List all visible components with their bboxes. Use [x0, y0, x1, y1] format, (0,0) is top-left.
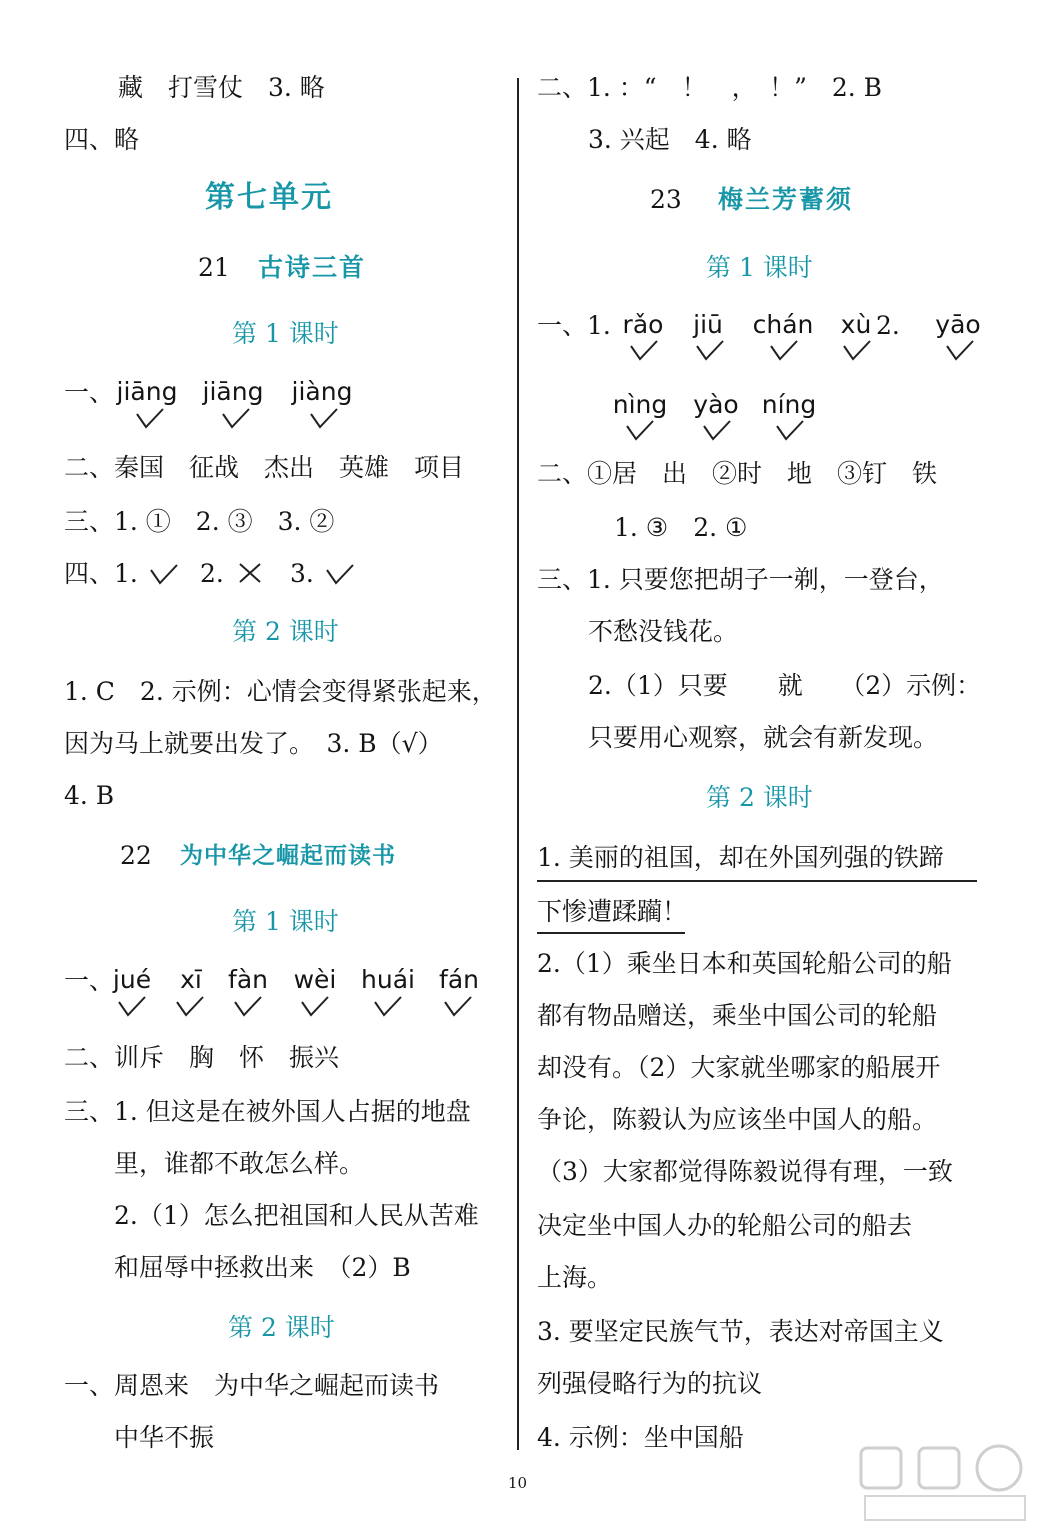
- pinyin: yào: [693, 390, 739, 419]
- answer-line: 上海。: [537, 1263, 613, 1292]
- pinyin: nìng: [612, 390, 668, 419]
- lesson-number: 21: [198, 253, 230, 282]
- section-heading: 第 2 课时: [706, 783, 813, 812]
- check-mark-icon: [136, 408, 164, 430]
- answer-line: 争论，陈毅认为应该坐中国人的船。: [537, 1105, 938, 1134]
- check-mark-icon: [770, 340, 798, 362]
- question-prefix: 一、: [64, 378, 115, 407]
- pinyin: wèi: [293, 965, 337, 994]
- check-mark-icon: [234, 996, 262, 1018]
- pinyin: huái: [361, 965, 415, 994]
- check-mark-icon: [696, 340, 724, 362]
- check-mark-icon: [176, 996, 204, 1018]
- answer-line: 四、1.: [64, 559, 138, 588]
- pinyin: chán: [752, 310, 814, 339]
- underline: [537, 932, 685, 934]
- lesson-number: 22: [120, 841, 152, 870]
- section-heading: 第 1 课时: [232, 319, 339, 348]
- check-mark-icon: [444, 996, 472, 1018]
- check-mark-icon: [626, 420, 654, 442]
- pinyin: jiàng: [291, 377, 353, 406]
- answer-line: 4. 示例：坐中国船: [537, 1423, 744, 1452]
- pinyin: rǎo: [622, 310, 664, 339]
- answer-line: 三、1. ① 2. ③ 3. ②: [64, 507, 335, 536]
- answer-line: 和屈辱中拯救出来 （2）B: [114, 1253, 411, 1282]
- answer-line: 四、略: [64, 125, 140, 154]
- answer-line: 列强侵略行为的抗议: [537, 1369, 763, 1398]
- pinyin: jiū: [693, 310, 723, 339]
- lesson-number: 23: [650, 185, 682, 214]
- answer-line: （3）大家都觉得陈毅说得有理，一致: [537, 1157, 953, 1186]
- section-heading: 第 1 课时: [706, 253, 813, 282]
- lesson-title: 梅兰芳蓄须: [718, 185, 854, 214]
- pinyin: xù: [840, 310, 872, 339]
- answer-line: 1. ③ 2. ①: [614, 513, 748, 542]
- answer-line: 却没有。（2）大家就坐哪家的船展开: [537, 1053, 941, 1082]
- answer-line: 二、①居 出 ②时 地 ③钉 铁: [537, 459, 938, 488]
- pinyin: xī: [180, 965, 202, 994]
- answer-line: 3.: [290, 559, 314, 588]
- answer-line: 1. 美丽的祖国，却在外国列强的铁蹄: [537, 843, 944, 872]
- page-number: 10: [508, 1474, 528, 1492]
- question-prefix: 2.: [876, 311, 900, 340]
- answer-line: 2.（1）只要 就 （2）示例：: [588, 671, 982, 700]
- answer-line: 一、周恩来 为中华之崛起而读书: [64, 1371, 440, 1400]
- answer-line: 3. 要坚定民族气节，表达对帝国主义: [537, 1317, 944, 1346]
- answer-line: 因为马上就要出发了。 3. B（√）: [64, 729, 443, 758]
- answer-line: 都有物品赠送，乘坐中国公司的轮船: [537, 1001, 938, 1030]
- pinyin: jiāng: [202, 377, 264, 406]
- answer-line: 里，谁都不敢怎么样。: [114, 1149, 365, 1178]
- answer-line: 藏 打雪仗 3. 略: [118, 73, 325, 102]
- check-mark-icon: [326, 564, 354, 586]
- answer-line: 三、1. 只要您把胡子一剃，一登台，: [537, 565, 944, 594]
- pinyin: jiāng: [116, 377, 178, 406]
- check-mark-icon: [843, 340, 871, 362]
- unit-title: 第七单元: [205, 180, 333, 215]
- section-heading: 第 1 课时: [232, 907, 339, 936]
- answer-line: 2.: [200, 559, 224, 588]
- lesson-title: 古诗三首: [258, 253, 367, 282]
- column-divider: [517, 78, 519, 1450]
- answer-line: 2.（1）怎么把祖国和人民从苦难: [114, 1201, 479, 1230]
- answer-line: 不愁没钱花。: [588, 617, 739, 646]
- section-heading: 第 2 课时: [228, 1313, 335, 1342]
- cross-mark-icon: [238, 562, 262, 584]
- answer-line: 三、1. 但这是在被外国人占据的地盘: [64, 1097, 471, 1126]
- answer-line: 下惨遭蹂躏！: [537, 897, 688, 926]
- check-mark-icon: [374, 996, 402, 1018]
- answer-line: 二、秦国 征战 杰出 英雄 项目: [64, 453, 465, 482]
- answer-line: 中华不振: [114, 1423, 215, 1452]
- check-mark-icon: [946, 340, 974, 362]
- answer-line: 4. B: [64, 781, 115, 810]
- check-mark-icon: [776, 420, 804, 442]
- check-mark-icon: [150, 564, 178, 586]
- pinyin: fán: [439, 965, 479, 994]
- pinyin: jué: [112, 965, 152, 994]
- pinyin: níng: [761, 390, 817, 419]
- question-prefix: 一、: [64, 966, 115, 995]
- pinyin: fàn: [228, 965, 268, 994]
- answer-line: 1. C 2. 示例：心情会变得紧张起来，: [64, 677, 497, 706]
- answer-line: 3. 兴起 4. 略: [588, 125, 752, 154]
- check-mark-icon: [630, 340, 658, 362]
- lesson-title: 为中华之崛起而读书: [180, 842, 396, 869]
- answer-line: 2.（1）乘坐日本和英国轮船公司的船: [537, 949, 952, 978]
- answer-line: 二、1. ：“ ！ ， ！” 2. B: [537, 73, 883, 102]
- section-heading: 第 2 课时: [232, 617, 339, 646]
- check-mark-icon: [118, 996, 146, 1018]
- underline: [537, 880, 977, 882]
- check-mark-icon: [310, 408, 338, 430]
- watermark-logo: [859, 1444, 1029, 1524]
- answer-line: 决定坐中国人办的轮船公司的船去: [537, 1211, 913, 1240]
- check-mark-icon: [301, 996, 329, 1018]
- check-mark-icon: [703, 420, 731, 442]
- check-mark-icon: [222, 408, 250, 430]
- question-prefix: 一、1.: [537, 311, 611, 340]
- pinyin: yāo: [935, 310, 981, 339]
- answer-line: 只要用心观察，就会有新发现。: [588, 723, 939, 752]
- answer-line: 二、训斥 胸 怀 振兴: [64, 1043, 340, 1072]
- watermark-icon: [859, 1444, 1029, 1524]
